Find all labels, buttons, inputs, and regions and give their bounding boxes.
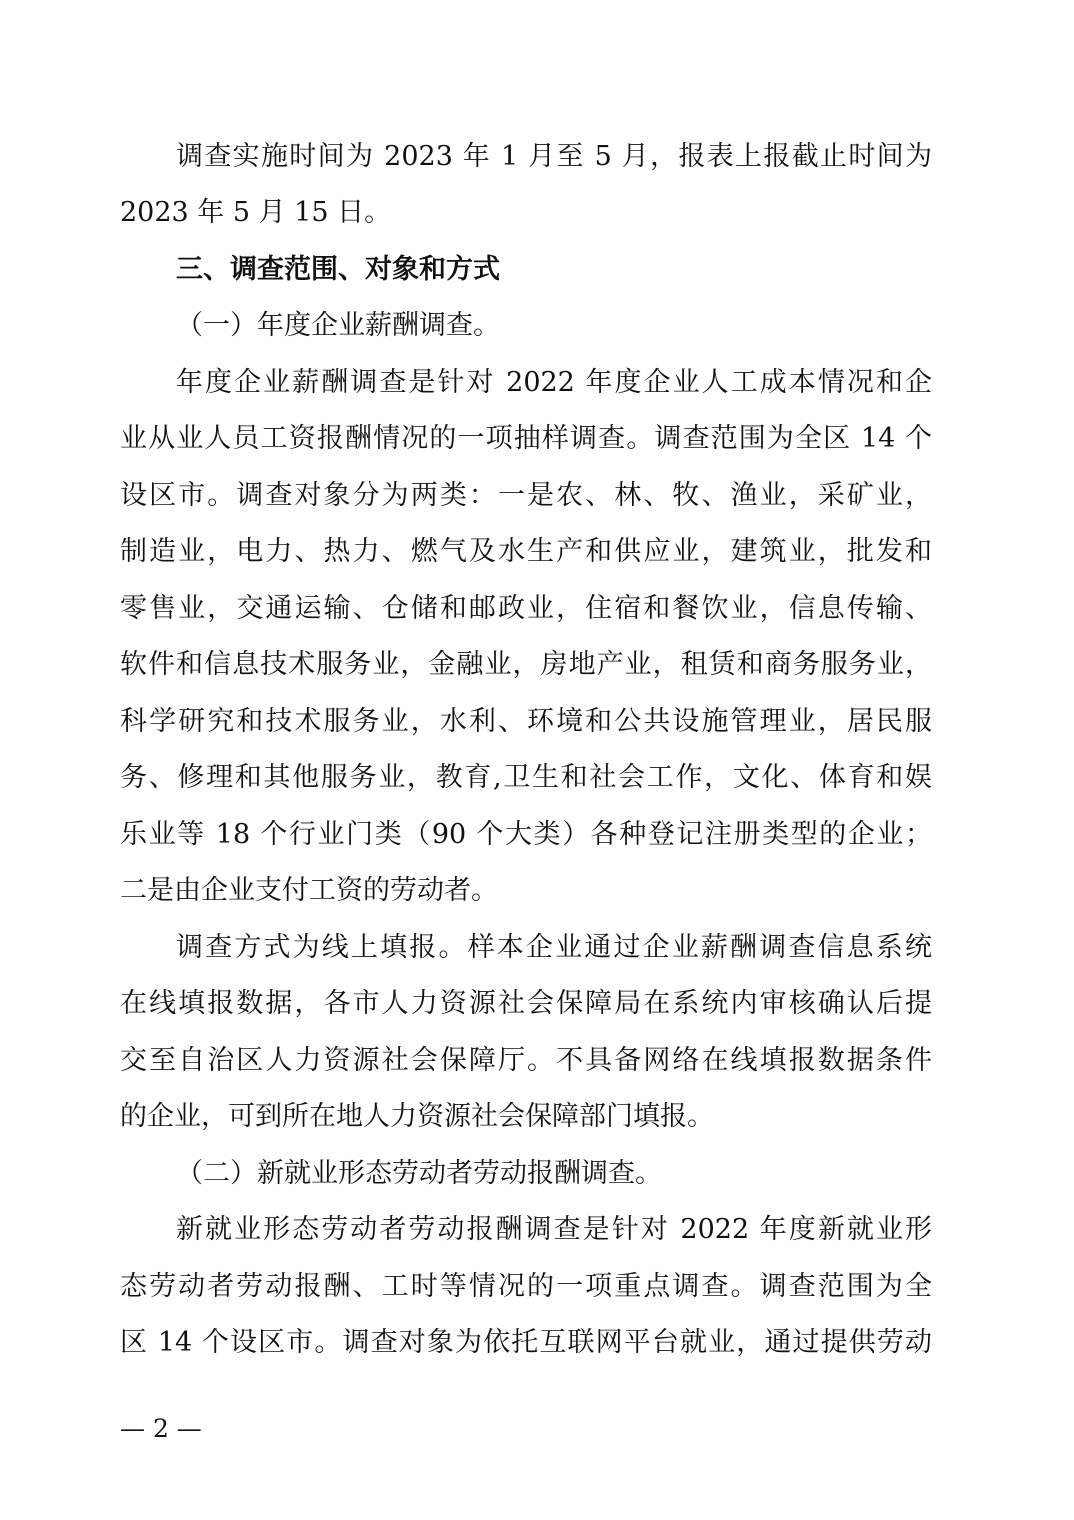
paragraph-line: 务、修理和其他服务业，教育,卫生和社会工作，文化、体育和娱 [120,762,932,793]
paragraph-line: 二是由企业支付工资的劳动者。 [120,875,498,906]
paragraph-line: 调查实施时间为 2023 年 1 月至 5 月，报表上报截止时间为 [176,141,932,172]
paragraph-line: 制造业，电力、热力、燃气及水生产和供应业，建筑业，批发和 [120,536,932,567]
paragraph-line: 2023 年 5 月 15 日。 [120,197,392,228]
paragraph-line: 乐业等 18 个行业门类（90 个大类）各种登记注册类型的企业； [120,819,932,850]
section-heading: 三、调查范围、对象和方式 [176,254,500,285]
paragraph-line: 零售业，交通运输、仓储和邮政业，住宿和餐饮业，信息传输、 [120,593,932,624]
paragraph-line: 科学研究和技术服务业，水利、环境和公共设施管理业，居民服 [120,706,932,737]
subsection-heading: （一）年度企业薪酬调查。 [176,310,500,341]
paragraph-line: 设区市。调查对象分为两类：一是农、林、牧、渔业，采矿业， [120,480,932,511]
page-number: — 2 — [120,1414,202,1443]
paragraph-line: 交至自治区人力资源社会保障厅。不具备网络在线填报数据条件 [120,1045,932,1076]
paragraph-line: 区 14 个设区市。调查对象为依托互联网平台就业，通过提供劳动 [120,1327,932,1358]
subsection-heading: （二）新就业形态劳动者劳动报酬调查。 [176,1158,662,1189]
paragraph-line: 的企业，可到所在地人力资源社会保障部门填报。 [120,1101,714,1132]
paragraph-line: 调查方式为线上填报。样本企业通过企业薪酬调查信息系统 [176,932,932,963]
paragraph-line: 态劳动者劳动报酬、工时等情况的一项重点调查。调查范围为全 [120,1271,932,1302]
paragraph-line: 新就业形态劳动者劳动报酬调查是针对 2022 年度新就业形 [176,1214,932,1245]
paragraph-line: 年度企业薪酬调查是针对 2022 年度企业人工成本情况和企 [176,367,932,398]
paragraph-line: 软件和信息技术服务业，金融业，房地产业，租赁和商务服务业， [120,649,932,680]
paragraph-line: 在线填报数据，各市人力资源社会保障局在系统内审核确认后提 [120,988,932,1019]
paragraph-line: 业从业人员工资报酬情况的一项抽样调查。调查范围为全区 14 个 [120,423,932,454]
